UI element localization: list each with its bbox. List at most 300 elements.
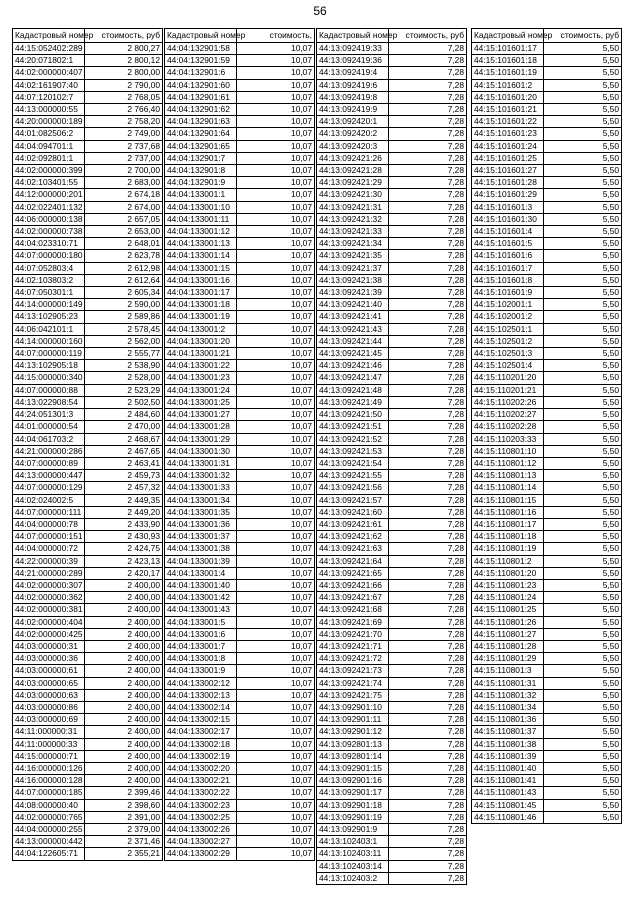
cost-cell: 7,28 [389, 116, 467, 128]
cadastral-number-cell: 44:04:133001:23 [165, 372, 237, 384]
cost-cell: 2 589,86 [85, 311, 163, 323]
header-cost: стоимость, руб [85, 29, 163, 43]
table-row [472, 567, 622, 579]
cadastral-number-cell: 44:02:024002:5 [13, 494, 85, 506]
cost-cell: 10,07 [237, 360, 315, 372]
cost-cell: 7,28 [389, 762, 467, 774]
table-row [472, 762, 622, 774]
cost-cell: 10,07 [237, 445, 315, 457]
table-row [165, 750, 315, 762]
cost-cell: 10,07 [237, 104, 315, 116]
table-row [165, 494, 315, 506]
table-row [472, 335, 622, 347]
table-row [317, 470, 467, 482]
table-row [317, 152, 467, 164]
cost-cell: 7,28 [389, 750, 467, 762]
cost-cell: 2 449,20 [85, 506, 163, 518]
table-row [165, 433, 315, 445]
table-row [13, 701, 163, 713]
cadastral-number-cell: 44:04:133001:8 [165, 653, 237, 665]
table-row [165, 384, 315, 396]
table-row [472, 311, 622, 323]
cadastral-number-cell: 44:02:000000:362 [13, 592, 85, 604]
cadastral-number-cell: 44:04:133002:26 [165, 824, 237, 836]
cadastral-number-cell: 44:02:000000:381 [13, 604, 85, 616]
cadastral-number-cell: 44:04:133002:15 [165, 714, 237, 726]
cadastral-number-cell: 44:15:101601:9 [472, 287, 544, 299]
table-row [13, 506, 163, 518]
cadastral-number-cell: 44:13:092421:67 [317, 592, 389, 604]
table-row [13, 824, 163, 836]
table-row [472, 79, 622, 91]
cadastral-number-cell: 44:04:133001:9 [165, 665, 237, 677]
table-row [165, 506, 315, 518]
cadastral-number-cell: 44:13:092421:49 [317, 396, 389, 408]
table-row [165, 775, 315, 787]
cadastral-number-cell: 44:07:000000:185 [13, 787, 85, 799]
cadastral-number-cell: 44:13:092421:52 [317, 433, 389, 445]
cost-cell: 7,28 [389, 616, 467, 628]
cost-cell: 10,07 [237, 250, 315, 262]
cost-cell: 5,50 [544, 274, 622, 286]
cadastral-number-cell: 44:13:092901:10 [317, 701, 389, 713]
cost-cell: 2 800,27 [85, 43, 163, 55]
cost-cell: 2 700,00 [85, 165, 163, 177]
cost-cell: 10,07 [237, 616, 315, 628]
table-header-row [472, 29, 622, 43]
table-row [317, 616, 467, 628]
cost-cell: 10,07 [237, 201, 315, 213]
table-row [317, 824, 467, 836]
cost-cell: 7,28 [389, 299, 467, 311]
table-row [165, 689, 315, 701]
cost-cell: 7,28 [389, 848, 467, 860]
cost-cell: 10,07 [237, 384, 315, 396]
cost-cell: 5,50 [544, 555, 622, 567]
table-row [317, 335, 467, 347]
cadastral-number-cell: 44:04:133001:11 [165, 213, 237, 225]
cadastral-number-cell: 44:13:092421:61 [317, 518, 389, 530]
table-row [165, 299, 315, 311]
cost-cell: 7,28 [389, 177, 467, 189]
cadastral-number-cell: 44:15:110801:28 [472, 640, 544, 652]
cost-cell: 7,28 [389, 421, 467, 433]
cost-cell: 2 398,60 [85, 799, 163, 811]
table-row [165, 409, 315, 421]
table-body [13, 43, 163, 861]
cadastral-number-cell: 44:15:101601:6 [472, 250, 544, 262]
cadastral-number-cell: 44:13:092421:32 [317, 213, 389, 225]
table-row [13, 91, 163, 103]
table-row [13, 396, 163, 408]
cadastral-number-cell: 44:15:110202:26 [472, 396, 544, 408]
cost-cell: 5,50 [544, 335, 622, 347]
cost-cell: 2 528,00 [85, 372, 163, 384]
cost-cell: 5,50 [544, 445, 622, 457]
cadastral-number-cell: 44:07:000000:119 [13, 348, 85, 360]
cost-cell: 7,28 [389, 604, 467, 616]
cadastral-number-cell: 44:04:133001:35 [165, 506, 237, 518]
table-row [13, 616, 163, 628]
cost-cell: 7,28 [389, 799, 467, 811]
table-row [165, 213, 315, 225]
cadastral-number-cell: 44:04:132901:9 [165, 177, 237, 189]
table-row [165, 238, 315, 250]
cadastral-number-cell: 44:02:161907:40 [13, 79, 85, 91]
cadastral-number-cell: 44:13:092901:16 [317, 775, 389, 787]
cadastral-number-cell: 44:13:102905:23 [13, 311, 85, 323]
table-row [13, 348, 163, 360]
cadastral-number-cell: 44:04:133001:37 [165, 531, 237, 543]
table-row [13, 104, 163, 116]
table-row [317, 482, 467, 494]
cadastral-number-cell: 44:13:092421:75 [317, 689, 389, 701]
cadastral-number-cell: 44:13:000000:442 [13, 836, 85, 848]
cadastral-number-cell: 44:15:110801:27 [472, 628, 544, 640]
cadastral-number-cell: 44:22:000000:39 [13, 555, 85, 567]
cost-cell: 5,50 [544, 653, 622, 665]
header-cadastral-number: Кадастровый номер [165, 29, 237, 43]
cost-cell: 10,07 [237, 55, 315, 67]
table-row [165, 640, 315, 652]
table-row [472, 177, 622, 189]
cost-cell: 5,50 [544, 567, 622, 579]
table-row [472, 201, 622, 213]
cadastral-number-cell: 44:13:092421:72 [317, 653, 389, 665]
cost-cell: 5,50 [544, 421, 622, 433]
cadastral-number-cell: 44:13:092421:57 [317, 494, 389, 506]
cadastral-number-cell: 44:15:110801:2 [472, 555, 544, 567]
table-row [13, 665, 163, 677]
table-row [13, 177, 163, 189]
cost-cell: 2 400,00 [85, 592, 163, 604]
cost-cell: 2 400,00 [85, 750, 163, 762]
table-row [317, 116, 467, 128]
table-row [13, 799, 163, 811]
header-cost: стоимость, [237, 29, 315, 43]
cost-cell: 7,28 [389, 43, 467, 55]
table-row [165, 287, 315, 299]
cadastral-number-cell: 44:04:133002:27 [165, 836, 237, 848]
cadastral-number-cell: 44:15:052402:289 [13, 43, 85, 55]
cost-cell: 5,50 [544, 396, 622, 408]
table-row [165, 592, 315, 604]
table-row [317, 848, 467, 860]
cost-cell: 10,07 [237, 433, 315, 445]
cadastral-number-cell: 44:15:110801:29 [472, 653, 544, 665]
cost-cell: 7,28 [389, 165, 467, 177]
cadastral-number-cell: 44:13:092421:43 [317, 323, 389, 335]
cadastral-number-cell: 44:04:000000:78 [13, 518, 85, 530]
cadastral-number-cell: 44:15:110203:33 [472, 433, 544, 445]
cost-cell: 7,28 [389, 213, 467, 225]
cost-cell: 7,28 [389, 335, 467, 347]
cost-cell: 7,28 [389, 836, 467, 848]
cost-cell: 2 391,00 [85, 811, 163, 823]
cost-cell: 5,50 [544, 384, 622, 396]
cadastral-number-cell: 44:11:000000:31 [13, 726, 85, 738]
table-row [472, 750, 622, 762]
cadastral-number-cell: 44:14:000000:149 [13, 299, 85, 311]
cost-cell: 5,50 [544, 616, 622, 628]
cost-cell: 10,07 [237, 335, 315, 347]
table-row [317, 640, 467, 652]
table-row [317, 543, 467, 555]
cadastral-number-cell: 44:04:132901:63 [165, 116, 237, 128]
table-row [472, 91, 622, 103]
cost-cell: 2 538,90 [85, 360, 163, 372]
table-row [317, 55, 467, 67]
cost-cell: 7,28 [389, 140, 467, 152]
cost-cell: 5,50 [544, 689, 622, 701]
table-row [472, 787, 622, 799]
cadastral-number-cell: 44:21:000000:289 [13, 567, 85, 579]
cost-cell: 10,07 [237, 714, 315, 726]
cadastral-number-cell: 44:15:101601:21 [472, 104, 544, 116]
cost-cell: 10,07 [237, 689, 315, 701]
cost-cell: 7,28 [389, 433, 467, 445]
cost-cell: 5,50 [544, 152, 622, 164]
cadastral-number-cell: 44:04:133001:43 [165, 604, 237, 616]
cost-cell: 10,07 [237, 494, 315, 506]
header-cadastral-number: Кадастровый номер [472, 29, 544, 43]
cost-cell: 10,07 [237, 824, 315, 836]
table-row [165, 128, 315, 140]
table-row [472, 299, 622, 311]
table-row [165, 482, 315, 494]
table-row [165, 579, 315, 591]
table-row [13, 836, 163, 848]
cadastral-number-cell: 44:04:133002:29 [165, 848, 237, 860]
table-row [317, 811, 467, 823]
cadastral-number-cell: 44:13:092419:36 [317, 55, 389, 67]
cost-cell: 7,28 [389, 665, 467, 677]
table-row [472, 677, 622, 689]
table-row [13, 79, 163, 91]
cadastral-number-cell: 44:13:092419:33 [317, 43, 389, 55]
cost-cell: 2 457,32 [85, 482, 163, 494]
cadastral-number-cell: 44:15:102501:4 [472, 360, 544, 372]
cadastral-number-cell: 44:07:050301:1 [13, 287, 85, 299]
cadastral-number-cell: 44:16:000000:128 [13, 775, 85, 787]
cadastral-table-4 [471, 28, 622, 824]
table-row [13, 384, 163, 396]
table-row [317, 360, 467, 372]
cadastral-number-cell: 44:13:000000:447 [13, 470, 85, 482]
cadastral-number-cell: 44:04:133001:10 [165, 201, 237, 213]
cost-cell: 7,28 [389, 518, 467, 530]
cadastral-number-cell: 44:04:133002:13 [165, 689, 237, 701]
cadastral-number-cell: 44:04:133002:20 [165, 762, 237, 774]
cadastral-number-cell: 44:15:101601:29 [472, 189, 544, 201]
cost-cell: 2 400,00 [85, 762, 163, 774]
cost-cell: 10,07 [237, 726, 315, 738]
cost-cell: 10,07 [237, 677, 315, 689]
table-row [317, 201, 467, 213]
table-row [472, 213, 622, 225]
cadastral-number-cell: 44:13:092421:50 [317, 409, 389, 421]
cost-cell: 2 379,00 [85, 824, 163, 836]
cost-cell: 10,07 [237, 518, 315, 530]
cost-cell: 7,28 [389, 531, 467, 543]
cost-cell: 7,28 [389, 640, 467, 652]
table-row [165, 262, 315, 274]
cost-cell: 2 400,00 [85, 714, 163, 726]
table-row [165, 567, 315, 579]
cadastral-number-cell: 44:02:000000:425 [13, 628, 85, 640]
cadastral-number-cell: 44:15:110801:37 [472, 726, 544, 738]
cost-cell: 2 605,34 [85, 287, 163, 299]
cadastral-number-cell: 44:13:092421:29 [317, 177, 389, 189]
table-row [13, 470, 163, 482]
cost-cell: 10,07 [237, 189, 315, 201]
cadastral-number-cell: 44:04:133001:19 [165, 311, 237, 323]
table-row [472, 67, 622, 79]
cost-cell: 7,28 [389, 506, 467, 518]
table-row [472, 409, 622, 421]
cadastral-number-cell: 44:04:133002:23 [165, 799, 237, 811]
cadastral-number-cell: 44:13:000000:55 [13, 104, 85, 116]
cadastral-number-cell: 44:15:110801:14 [472, 482, 544, 494]
cost-cell: 2 400,00 [85, 726, 163, 738]
table-header-row [165, 29, 315, 43]
cadastral-number-cell: 44:13:092421:69 [317, 616, 389, 628]
cost-cell: 2 433,90 [85, 518, 163, 530]
table-row [13, 287, 163, 299]
cadastral-number-cell: 44:15:101601:3 [472, 201, 544, 213]
cadastral-number-cell: 44:13:092421:55 [317, 470, 389, 482]
cost-cell: 5,50 [544, 43, 622, 55]
table-row [472, 445, 622, 457]
table-row [317, 518, 467, 530]
cost-cell: 2 648,01 [85, 238, 163, 250]
cost-cell: 7,28 [389, 445, 467, 457]
table-row [317, 384, 467, 396]
cost-cell: 10,07 [237, 457, 315, 469]
cost-cell: 10,07 [237, 579, 315, 591]
cadastral-number-cell: 44:03:000000:86 [13, 701, 85, 713]
cadastral-number-cell: 44:04:133001:38 [165, 543, 237, 555]
cost-cell: 2 674,00 [85, 201, 163, 213]
cost-cell: 10,07 [237, 238, 315, 250]
table-row [165, 67, 315, 79]
table-row [317, 165, 467, 177]
cost-cell: 10,07 [237, 653, 315, 665]
cadastral-number-cell: 44:13:092421:60 [317, 506, 389, 518]
cost-cell: 7,28 [389, 348, 467, 360]
table-row [165, 335, 315, 347]
cadastral-number-cell: 44:13:092420:3 [317, 140, 389, 152]
cost-cell: 5,50 [544, 640, 622, 652]
table-row [13, 445, 163, 457]
table-row [165, 421, 315, 433]
cost-cell: 7,28 [389, 104, 467, 116]
cadastral-number-cell: 44:13:092421:47 [317, 372, 389, 384]
cost-cell: 7,28 [389, 55, 467, 67]
cost-cell: 10,07 [237, 640, 315, 652]
cost-cell: 5,50 [544, 543, 622, 555]
cadastral-number-cell: 44:03:000000:36 [13, 653, 85, 665]
cadastral-number-cell: 44:04:133001:33 [165, 482, 237, 494]
cadastral-number-cell: 44:04:133001:21 [165, 348, 237, 360]
cost-cell: 5,50 [544, 250, 622, 262]
table-row [13, 457, 163, 469]
table-row [165, 470, 315, 482]
cadastral-number-cell: 44:13:092421:73 [317, 665, 389, 677]
table-row [13, 55, 163, 67]
table-row [13, 787, 163, 799]
table-row [317, 104, 467, 116]
cost-cell: 7,28 [389, 677, 467, 689]
cost-cell: 10,07 [237, 604, 315, 616]
table-row [13, 409, 163, 421]
table-row [165, 189, 315, 201]
table-row [13, 311, 163, 323]
cost-cell: 2 612,64 [85, 274, 163, 286]
table-row [13, 628, 163, 640]
cadastral-number-cell: 44:13:092421:41 [317, 311, 389, 323]
cost-cell: 2 470,00 [85, 421, 163, 433]
cost-cell: 7,28 [389, 91, 467, 103]
cost-cell: 2 400,00 [85, 616, 163, 628]
table-row [13, 750, 163, 762]
cadastral-number-cell: 44:11:000000:33 [13, 738, 85, 750]
cadastral-number-cell: 44:13:092421:33 [317, 226, 389, 238]
cadastral-number-cell: 44:04:133001:6 [165, 628, 237, 640]
cadastral-number-cell: 44:15:101601:5 [472, 238, 544, 250]
cadastral-number-cell: 44:15:101601:24 [472, 140, 544, 152]
table-row [165, 91, 315, 103]
table-row [472, 714, 622, 726]
table-row [317, 872, 467, 884]
cadastral-number-cell: 44:15:101601:22 [472, 116, 544, 128]
cadastral-number-cell: 44:15:110801:45 [472, 799, 544, 811]
cadastral-number-cell: 44:15:110801:10 [472, 445, 544, 457]
table-row [317, 604, 467, 616]
cost-cell: 5,50 [544, 665, 622, 677]
cadastral-number-cell: 44:04:133001:20 [165, 335, 237, 347]
cost-cell: 10,07 [237, 701, 315, 713]
cadastral-number-cell: 44:13:092421:70 [317, 628, 389, 640]
cadastral-number-cell: 44:06:000000:138 [13, 213, 85, 225]
cost-cell: 5,50 [544, 262, 622, 274]
cost-cell: 7,28 [389, 701, 467, 713]
table-row [13, 592, 163, 604]
table-row [472, 701, 622, 713]
cost-cell: 5,50 [544, 762, 622, 774]
cadastral-number-cell: 44:15:101601:7 [472, 262, 544, 274]
cost-cell: 2 459,73 [85, 470, 163, 482]
cost-cell: 5,50 [544, 457, 622, 469]
cadastral-number-cell: 44:13:102403:1 [317, 836, 389, 848]
cadastral-number-cell: 44:04:133001:15 [165, 262, 237, 274]
cadastral-number-cell: 44:13:092901:9 [317, 824, 389, 836]
cost-cell: 7,28 [389, 67, 467, 79]
table-body [317, 43, 467, 885]
cost-cell: 5,50 [544, 104, 622, 116]
table-row [165, 116, 315, 128]
table-row [165, 848, 315, 860]
table-row [317, 689, 467, 701]
cost-cell: 5,50 [544, 238, 622, 250]
table-row [13, 262, 163, 274]
cadastral-number-cell: 44:13:092421:37 [317, 262, 389, 274]
cost-cell: 7,28 [389, 653, 467, 665]
table-row [472, 238, 622, 250]
table-row [472, 384, 622, 396]
cadastral-number-cell: 44:13:092421:65 [317, 567, 389, 579]
table-row [165, 43, 315, 55]
